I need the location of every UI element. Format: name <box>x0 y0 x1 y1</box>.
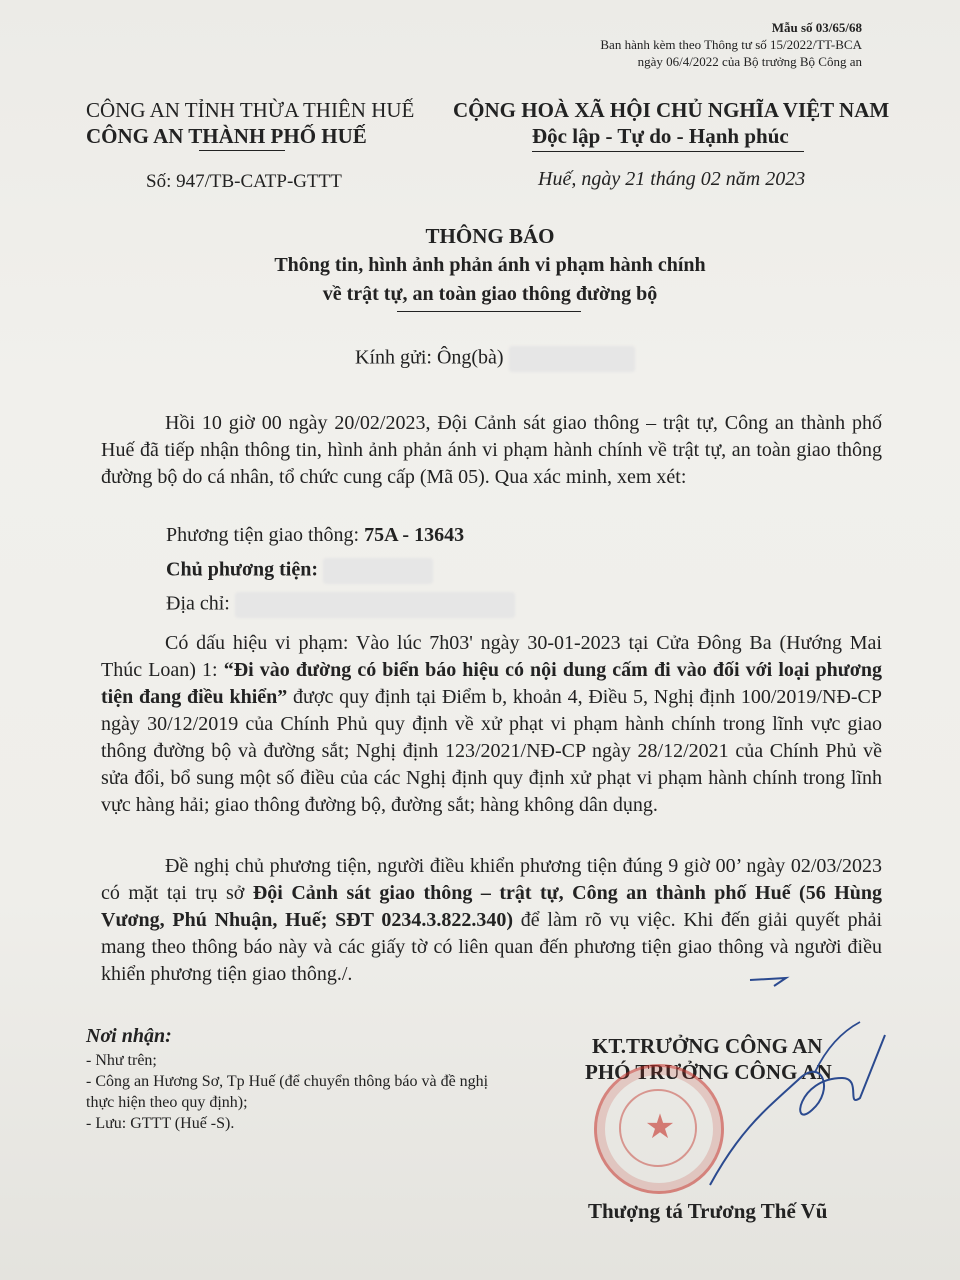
request-suffix: để làm rõ vụ việc. Khi đến giải quyết phải mang theo thông báo này và các giấy tờ có liên quan đến phương tiện giao thông và người điều khiển phương tiện giao thông./. <box>101 909 883 985</box>
plate-number: 75A - 13643 <box>364 524 465 546</box>
owner-label: Chủ phương tiện: <box>166 558 319 581</box>
motto-underline <box>532 151 804 152</box>
agency-name: CÔNG AN THÀNH PHỐ HUẾ <box>86 124 367 148</box>
document-number: Số: 947/TB-CATP-GTTT <box>146 171 342 192</box>
form-reference <box>600 19 862 70</box>
agency-parent: CÔNG AN TỈNH THỪA THIÊN HUẾ <box>86 98 415 122</box>
request-prefix: Đề nghị chủ phương tiện, người điều khiển phương tiện đúng 9 giờ 00’ ngày 02/03/2023 có mặt tại trụ sở <box>101 855 882 904</box>
redacted-owner <box>323 558 433 584</box>
notice-title: THÔNG BÁO <box>425 224 555 248</box>
recipients-title: Nơi nhận: <box>86 1025 172 1047</box>
title-underline <box>397 311 581 312</box>
violation-prefix: Có dấu hiệu vi phạm: Vào lúc 7h03' ngày 30-01-2023 tại Cửa Đông Ba (Hướng Mai Thúc Loan) 1: <box>101 632 882 681</box>
redacted-address <box>235 592 515 618</box>
redacted-name <box>509 346 635 372</box>
intro-paragraph <box>101 410 882 491</box>
national-motto: Độc lập - Tự do - Hạnh phúc <box>532 124 789 148</box>
handwritten-signature <box>560 960 940 1210</box>
violation-paragraph <box>101 630 882 819</box>
country-name: CỘNG HOÀ XÃ HỘI CHỦ NGHĨA VIỆT NAM <box>453 98 890 122</box>
recipient-item: - Công an Hương Sơ, Tp Huế (để chuyển thông báo và đề nghị thực hiện theo quy định); <box>86 1073 489 1111</box>
signature-title-line2: PHÓ TRƯỞNG CÔNG AN <box>585 1060 832 1084</box>
date-place: Huế, ngày 21 tháng 02 năm 2023 <box>538 168 806 190</box>
form-issued-line1: Ban hành kèm theo Thông tư số 15/2022/TT-BCA <box>600 37 862 52</box>
notice-subtitle-line1: Thông tin, hình ảnh phản ánh vi phạm hành chính <box>274 254 706 276</box>
form-issued-line2: ngày 06/4/2022 của Bộ trưởng Bộ Công an <box>637 54 862 69</box>
recipient-line <box>355 346 635 372</box>
form-number: Mẫu số 03/65/68 <box>771 20 862 35</box>
violation-legal-basis: được quy định tại Điểm b, khoản 4, Điều 5, Nghị định 100/2019/NĐ-CP ngày 30/12/2019 của Chính Phủ quy định về xử phạt vi phạm hành chính trong lĩnh vực giao thông đường bộ và đường sắt; Nghị định 123/2021/NĐ-CP ngày 28/12/2021 của Chính Phủ về sửa đổi, bổ sung một số điều của các Nghị định quy định xử phạt vi phạm hành chính trong lĩnh vực hàng hải; giao thông đường bộ, đường sắt; hàng không dân dụng. <box>101 686 882 816</box>
owner-line <box>166 558 433 584</box>
agency-underline <box>199 150 285 151</box>
intro-text: Hồi 10 giờ 00 ngày 20/02/2023, Đội Cảnh sát giao thông – trật tự, Công an thành phố Huế đã tiếp nhận thông tin, hình ảnh phản ánh vi phạm hành chính về trật tự, an toàn giao thông đường bộ do cá nhân, tổ chức cung cấp (Mã 05). Qua xác minh, xem xét: <box>101 412 882 488</box>
recipients-list <box>86 1050 506 1134</box>
signer-name: Thượng tá Trương Thế Vũ <box>588 1199 828 1223</box>
plate-label: Phương tiện giao thông: <box>166 524 360 546</box>
address-line <box>166 592 515 618</box>
notice-subtitle-line2: về trật tự, an toàn giao thông đường bộ <box>322 283 658 305</box>
vehicle-plate-line <box>166 524 464 547</box>
request-location: Đội Cảnh sát giao thông – trật tự, Công an thành phố Huế (56 Hùng Vương, Phú Nhuận, Huế; SĐT 0234.3.822.340) <box>101 882 882 931</box>
recipient-item: - Lưu: GTTT (Huế -S). <box>86 1115 235 1132</box>
recipient-item: - Như trên; <box>86 1052 157 1069</box>
recipient-label: Kính gửi: Ông(bà) <box>355 346 504 369</box>
seal-star-icon: ★ <box>644 1109 676 1146</box>
signature-title-line1: KT.TRƯỞNG CÔNG AN <box>592 1034 823 1058</box>
address-label: Địa chỉ: <box>166 592 230 615</box>
violation-description: “Đi vào đường có biển báo hiệu có nội dung cấm đi vào đối với loại phương tiện đang điều khiển” <box>101 659 882 708</box>
violation-text <box>101 630 882 819</box>
